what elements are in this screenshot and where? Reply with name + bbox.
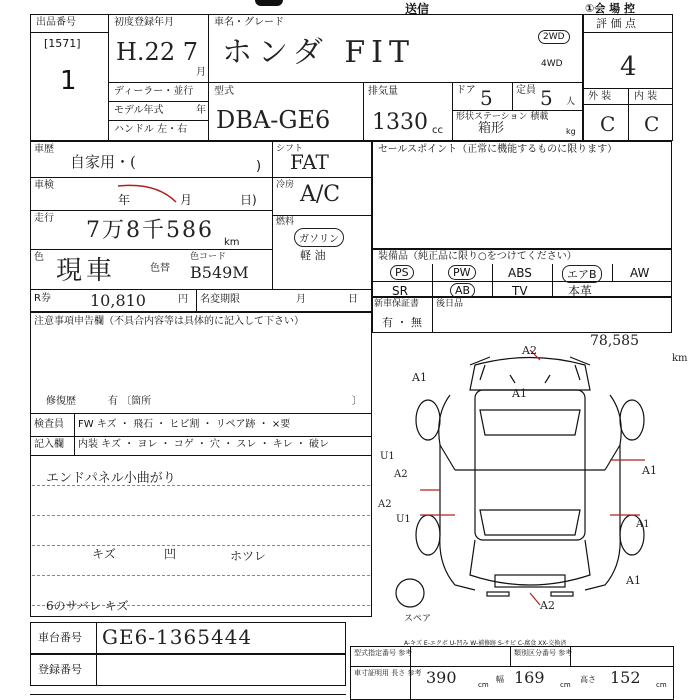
notes-label: 注意事項申告欄（不具合内容等は具体的に記入して下さい） [34,316,304,327]
capacity-value: 5 [540,86,553,110]
color-code: B549M [190,263,249,282]
chassis-value: GE6-1365444 [102,625,253,649]
type-value: DBA-GE6 [216,106,331,134]
drive-2wd: 2WD [538,30,570,44]
lot-number: 1 [60,66,77,96]
equipment-leather: 本革 [568,284,593,298]
limit-month: 月 [296,294,306,305]
inspection-day: 日) [240,193,257,207]
mileage-label: 走行 [34,213,54,224]
lot-code: [1571] [44,37,81,50]
repair-label: 修復歴 [46,396,76,407]
body-unit: kg [566,127,576,136]
fw-row: FW キズ ・ 飛石 ・ ヒビ割 ・ リペア跡 ・ ×要 [78,419,291,430]
mileage-unit: km [224,237,240,248]
handle-label: ハンドル 左・右 [114,124,188,135]
damage-mark: A2 [522,344,537,357]
equipment-tv: TV [512,284,528,298]
exterior-label: 外 装 [588,91,612,102]
equipment-sr: SR [392,284,408,298]
dealer-label: ディーラー・並行 [114,86,194,97]
model-value: ホンダ FIT [222,35,416,70]
inspection-year: 年 [118,193,131,207]
warranty-value: 有 ・ 無 [382,316,422,329]
equipment-pw: PW [448,265,476,280]
usage-close: ) [256,159,262,174]
limit-day: 日 [348,294,358,305]
header-mark [255,0,283,6]
damage-mark: U1 [380,451,395,462]
mileage-value: 7万8千586 [86,218,214,243]
damage-mark: A1 [412,371,427,384]
registration-month-unit: 月 [196,67,206,78]
shift-value: FAT [290,150,329,174]
inspection-label: 車検 [34,180,54,191]
fuel-gasoline: ガソリン [294,228,344,247]
damage-mark: A2 [378,499,392,510]
odometer-reading: 78,585 [590,333,639,349]
equipment-airbag: エアB [562,265,602,283]
recycle-value: 10,810 [90,291,146,310]
interior-label: 内 装 [634,91,658,102]
note-line-3: 6のサバレ キズ [46,599,129,613]
exterior-score: C [600,112,616,136]
capacity-unit: 人 [566,97,576,107]
damage-mark: A2 [540,599,555,612]
equipment-ps: PS [390,265,414,280]
usage-label: 車歴 [34,144,54,155]
score-value: 4 [620,52,637,82]
interior-row: 内装 キズ ・ ヨレ ・ コゲ ・ 穴 ・ スレ ・ キレ ・ 破レ [78,439,330,450]
width-unit: cm [560,681,571,689]
header-title-partial: 送信 [405,2,430,16]
body-value: 箱形 [478,121,505,136]
model-label: 車名・グレード [214,17,284,28]
aircon-value: A/C [300,182,341,207]
damage-mark: A1 [642,464,657,477]
length-unit: cm [478,681,489,689]
damage-mark: A1 [626,574,641,587]
registration-label: 初度登録年月 [114,17,174,28]
displacement-label: 排気量 [368,86,398,97]
note-line-1: エンドパネル小曲がり [46,471,176,486]
damage-mark: U1 [396,514,411,525]
sales-points-label: セールスポイント（正常に機能するものに限ります） [378,144,618,155]
sales-points-box [372,141,672,249]
equipment-label: 装備品（純正品に限り○をつけてください） [378,251,577,262]
repair-value: 有 〔箇所 [108,396,152,407]
spare-label: スペア [404,614,432,624]
inspection-month: 月 [180,193,193,207]
damage-mark: A1 [512,387,527,400]
equipment-aw: AW [630,266,650,280]
chassis-label: 車台番号 [38,631,82,644]
paint-change-label: 色替 [150,263,170,274]
fuel-diesel: 軽 油 [300,249,326,262]
usage-value: 自家用・( [70,153,136,171]
height-value: 152 [610,668,641,687]
inspection-strike [116,180,196,206]
equipment-ab: AB [450,283,475,298]
repair-close: 〕 [352,396,362,407]
recycle-unit: 円 [178,294,188,305]
drive-4wd: 4WD [541,59,563,69]
lot-label: 出品番号 [36,17,76,28]
name-change-limit-label: 名変期限 [200,294,240,305]
width-label: 幅 [496,675,504,684]
warranty-label: 新車保証書 [374,299,420,309]
category-number-label: 類別区分番号 参考 [514,649,573,657]
reg-number-label: 登録番号 [38,663,82,676]
post-date-label: 後日品 [436,299,464,309]
color-label: 色 [34,252,44,263]
capacity-label: 定員 [516,85,536,96]
model-year-unit: 年 [196,105,206,116]
score-label: 評 価 点 [596,17,636,30]
interior-score: C [644,112,660,136]
note-line-2b: 凹 [164,547,177,561]
damage-mark: A1 [636,519,650,530]
color-code-label: 色コード [190,252,227,262]
fuel-label: 燃料 [276,217,295,227]
color-value: 現車 [56,256,117,286]
damage-legend: A-キズ E-エクボ U-凹み W-補修跡 S-サビ C-腐食 XX-交換済 [404,640,567,647]
note-line-2c: ホツレ [230,549,267,563]
registration-value: H.22 7 [116,38,198,66]
odometer-unit: km [672,353,688,364]
displacement-unit: cc [432,125,443,136]
type-label: 型式 [214,86,234,97]
length-label: 車寸証明用 長さ 参考 [354,669,422,677]
notes-box [30,312,372,617]
shift-label: シフト [276,144,304,154]
damage-mark: A2 [394,469,408,480]
note-line-2a: キズ [92,547,116,561]
venue-label: ①会 場 控 [585,2,635,15]
displacement-value: 1330 [372,110,428,135]
equipment-abs: ABS [508,266,532,280]
width-value: 169 [514,668,545,687]
recycle-label: R券 [34,293,51,304]
entry-label: 記入欄 [34,439,64,450]
inspector-label: 検査員 [34,419,64,430]
model-year-label: モデル年式 [114,105,164,116]
height-label: 高さ [580,675,596,684]
height-unit: cm [656,681,667,689]
type-designation-label: 型式指定番号 参考 [354,649,413,657]
body-label: 形状ステーション 積載 [456,112,549,122]
aircon-label: 冷房 [276,180,295,190]
doors-value: 5 [480,86,493,110]
doors-label: ドア [456,85,476,96]
length-value: 390 [426,668,457,687]
